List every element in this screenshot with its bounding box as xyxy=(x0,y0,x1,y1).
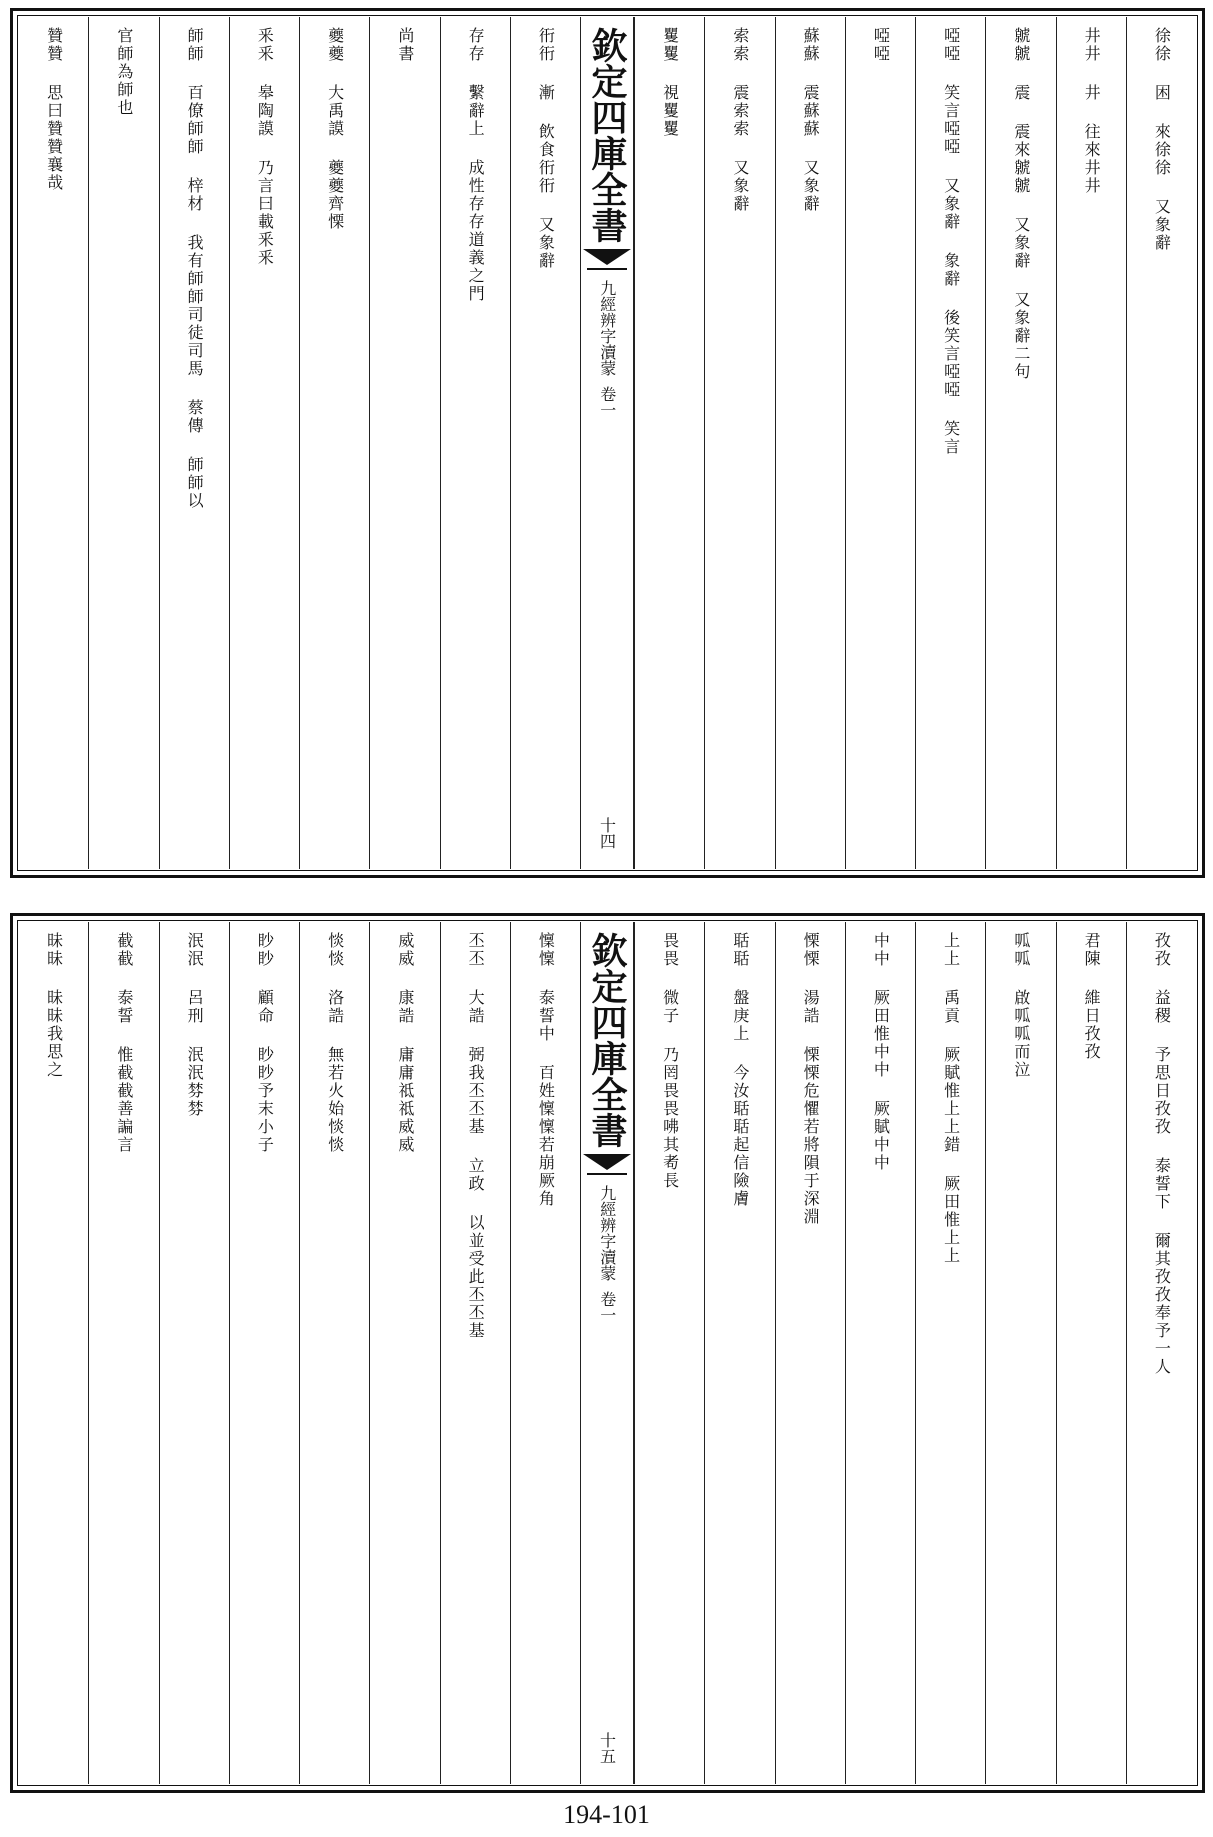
text-column xyxy=(159,17,229,869)
volume-label: 卷一 xyxy=(597,386,617,418)
bottom-page-frame xyxy=(10,913,1205,1793)
column-text: 尚書 xyxy=(395,27,415,63)
column-text: 聒聒 盤庚上 今汝聒聒起信險膚 xyxy=(730,932,750,1208)
text-column xyxy=(510,17,580,869)
column-text: 蘇蘇 震蘇蘇 又象辭 xyxy=(801,27,821,213)
text-column xyxy=(1056,17,1126,869)
leaf-number: 十四 xyxy=(597,817,617,849)
text-column xyxy=(704,922,774,1784)
column-text: 懍懍 泰誓中 百姓懍懍若崩厥角 xyxy=(536,932,556,1208)
column-text: 衎衎 漸 飲食衎衎 又象辭 xyxy=(536,27,556,270)
column-text: 矍矍 視矍矍 xyxy=(660,27,680,138)
text-column xyxy=(19,922,88,1784)
text-column xyxy=(775,17,845,869)
column-text: 虩虩 震 震來虩虩 又象辭 又象辭二句 xyxy=(1011,27,1031,381)
column-text: 啞啞 xyxy=(871,27,891,63)
text-column xyxy=(88,17,158,869)
top-columns xyxy=(19,17,1196,869)
text-column xyxy=(1056,922,1126,1784)
text-column xyxy=(915,17,985,869)
collection-title: 欽定四庫全書 xyxy=(586,932,628,1148)
text-column xyxy=(299,922,369,1784)
column-text: 上上 禹貢 厥賦惟上上錯 厥田惟上上 xyxy=(941,932,961,1265)
text-column xyxy=(775,922,845,1784)
text-column xyxy=(229,17,299,869)
column-text: 井井 井 往來井井 xyxy=(1082,27,1102,195)
text-column xyxy=(510,922,580,1784)
bottom-columns xyxy=(19,922,1196,1784)
text-column xyxy=(229,922,299,1784)
text-column xyxy=(1126,922,1196,1784)
center-fold-column xyxy=(580,922,634,1784)
text-column xyxy=(299,17,369,869)
column-text: 啞啞 笑言啞啞 又象辭 象辭 後笑言啞啞 笑言 xyxy=(941,27,961,456)
book-title: 九經辨字瀆蒙 xyxy=(597,280,617,376)
column-text: 畏畏 微子 乃罔畏畏咈其耇長 xyxy=(660,932,680,1190)
text-column xyxy=(845,17,915,869)
text-column xyxy=(985,17,1055,869)
column-text: 徐徐 困 來徐徐 又象辭 xyxy=(1152,27,1172,252)
column-text: 慄慄 湯誥 慄慄危懼若將隕于深淵 xyxy=(801,932,821,1226)
text-column xyxy=(985,922,1055,1784)
text-column xyxy=(845,922,915,1784)
top-page-frame xyxy=(10,8,1205,878)
text-column xyxy=(1126,17,1196,869)
column-text: 官師為師也 xyxy=(114,27,134,117)
text-column xyxy=(369,922,439,1784)
column-text: 呱呱 啟呱呱而泣 xyxy=(1011,932,1031,1079)
column-text: 泯泯 呂刑 泯泯棼棼 xyxy=(185,932,205,1118)
volume-label: 卷一 xyxy=(597,1291,617,1323)
fish-tail-rule xyxy=(587,268,627,270)
column-text: 孜孜 益稷 予思日孜孜 泰誓下 爾其孜孜奉予一人 xyxy=(1152,932,1172,1376)
column-text: 丕丕 大誥 弼我丕丕基 立政 以並受此丕丕基 xyxy=(466,932,486,1340)
fish-tail-mark xyxy=(583,1154,631,1170)
column-text: 威威 康誥 庸庸祗祗威威 xyxy=(395,932,415,1154)
text-column xyxy=(369,17,439,869)
column-text: 索索 震索索 又象辭 xyxy=(730,27,750,213)
text-column xyxy=(915,922,985,1784)
text-column xyxy=(440,17,510,869)
fish-tail-mark xyxy=(583,249,631,265)
column-text: 昧昧 昧昧我思之 xyxy=(44,932,64,1079)
column-text: 中中 厥田惟中中 厥賦中中 xyxy=(871,932,891,1172)
column-text: 釆釆 皋陶謨 乃言曰載釆釆 xyxy=(255,27,275,267)
column-text: 眇眇 顧命 眇眇予末小子 xyxy=(255,932,275,1154)
book-title: 九經辨字瀆蒙 xyxy=(597,1185,617,1281)
collection-title: 欽定四庫全書 xyxy=(586,27,628,243)
text-column xyxy=(634,17,704,869)
text-column xyxy=(634,922,704,1784)
leaf-number: 十五 xyxy=(597,1732,617,1764)
center-fold-column xyxy=(580,17,634,869)
fish-tail-rule xyxy=(587,1173,627,1175)
column-text: 截截 泰誓 惟截截善諞言 xyxy=(114,932,134,1154)
column-text: 贊贊 思曰贊贊襄哉 xyxy=(44,27,64,192)
column-text: 君陳 維日孜孜 xyxy=(1082,932,1102,1061)
column-text: 師師 百僚師師 梓材 我有師師司徒司馬 蔡傳 師師以 xyxy=(185,27,205,510)
column-text: 存存 繫辭上 成性存存道義之門 xyxy=(466,27,486,303)
text-column xyxy=(704,17,774,869)
text-column xyxy=(440,922,510,1784)
text-column xyxy=(159,922,229,1784)
column-text: 惔惔 洛誥 無若火始惔惔 xyxy=(325,932,345,1154)
text-column xyxy=(19,17,88,869)
text-column xyxy=(88,922,158,1784)
column-text: 夔夔 大禹謨 夔夔齊慄 xyxy=(325,27,345,231)
page-number: 194-101 xyxy=(563,1800,650,1829)
